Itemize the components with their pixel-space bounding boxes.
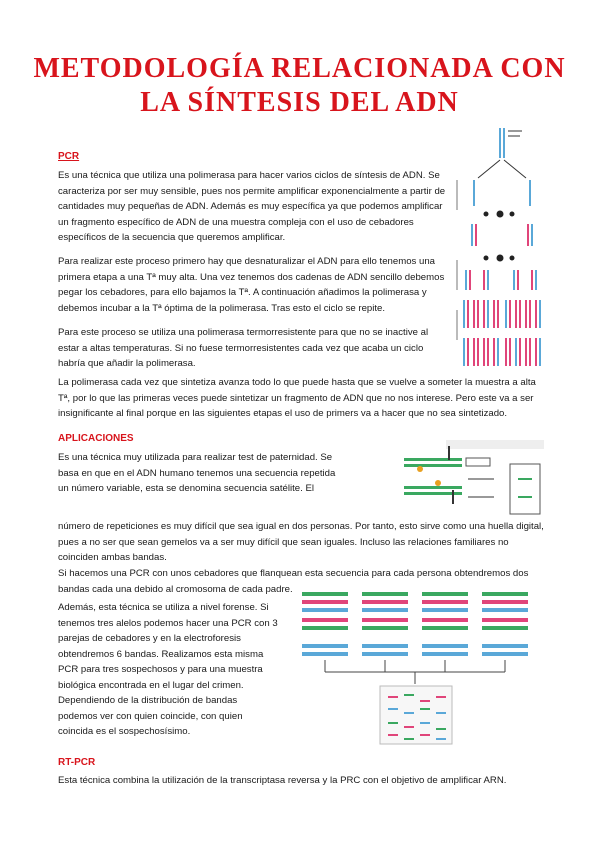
aplicaciones-paragraph-3: Además, esta técnica se utiliza a nivel forense. Si tenemos tres alelos podemos hacer una PCR con 3 parejas de cebadores y en la electroforesis obtendremos 6 bandas. Realizamos esta misma PCR para tres sospechosos y para una muestra biológica encontrada en el lugar del crimen. Dependiendo de la distribución de bandas podemos ver con quien coincide, con quien coincida es el sospechosísimo. [58, 602, 278, 737]
section-heading-aplicaciones: APLICACIONES [58, 433, 134, 444]
pcr-cycle-diagram [452, 120, 548, 372]
section-heading-rt-pcr: RT-PCR [58, 757, 96, 768]
pcr-paragraph-2: Para realizar este proceso primero hay que desnaturalizar el ADN para ello tenemos una primera etapa a una Tª muy alta. Una vez tenemos dos cadenas de ADN sencillo debemos pegar los cebadores, para ello bajamos la Tª. A continuación añadimos la polimerasa y debemos incubar a la Tª óptima de la polimerasa. Tras esto el ciclo se repite. [58, 256, 445, 314]
pcr-paragraph-1: Es una técnica que utiliza una polimerasa para hacer varios ciclos de síntesis de ADN. Se caracteriza por ser muy sensible, pues nos permite amplificar exponencialmente a partir de cantidades muy pequeñas de ADN. Además es muy específica ya que podemos amplificar un fragmento específico de ADN de una muestra compleja con el uso de cebadores específicos de la secuencia que queremos amplificar. [58, 170, 446, 243]
forensic-electrophoresis-diagram [296, 588, 548, 746]
paternity-pcr-diagram [350, 438, 546, 518]
section-heading-pcr: PCR [58, 151, 80, 162]
page-title-line-1: METODOLOGÍA RELACIONADA CON [33, 53, 566, 84]
aplicaciones-paragraph-1b: número de repeticiones es muy difícil que sea igual en dos personas. Por tanto, esto sirve como una huella digital, pues a no ser que sean gemelos va a ser muy difícil que sean iguales. Incluso las relaciones familiares no coinciden ambas bandas. [58, 521, 544, 563]
page-title-line-2: LA SÍNTESIS DEL ADN [140, 87, 459, 118]
rt-pcr-paragraph-1: Esta técnica combina la utilización de la transcriptasa reversa y la PRC con el objetivo de amplificar ARN. [58, 775, 507, 786]
pcr-paragraph-3: Para este proceso se utiliza una polimerasa termorresistente para que no se inactive al estar a altas temperaturas. Si no fuese termorresistentes cada vez que acaba un ciclo habría que añadir la polimerasa. [58, 327, 429, 369]
pcr-paragraph-4: La polimerasa cada vez que sintetiza avanza todo lo que puede hasta que se vuelve a someter la muestra a alta Tª, por lo que las primeras veces puede sintetizar un fragmento de ADN que no nos interese. Pero este va a ser insignificante al final porque en las siguientes etapas el uso de primers va a hacer que no sea sintetizado. [58, 377, 536, 419]
aplicaciones-paragraph-1a: Es una técnica muy utilizada para realizar test de paternidad. Se basa en que en el ADN humano tenemos una secuencia repetida un número variable, esta se denomina secuencia satélite. El [58, 452, 336, 494]
aplicaciones-paragraph-2: Si hacemos una PCR con unos cebadores que flanquean esta secuencia para cada persona obtendremos dos bandas cada una debido al cromosoma de cada padre. [58, 568, 529, 595]
